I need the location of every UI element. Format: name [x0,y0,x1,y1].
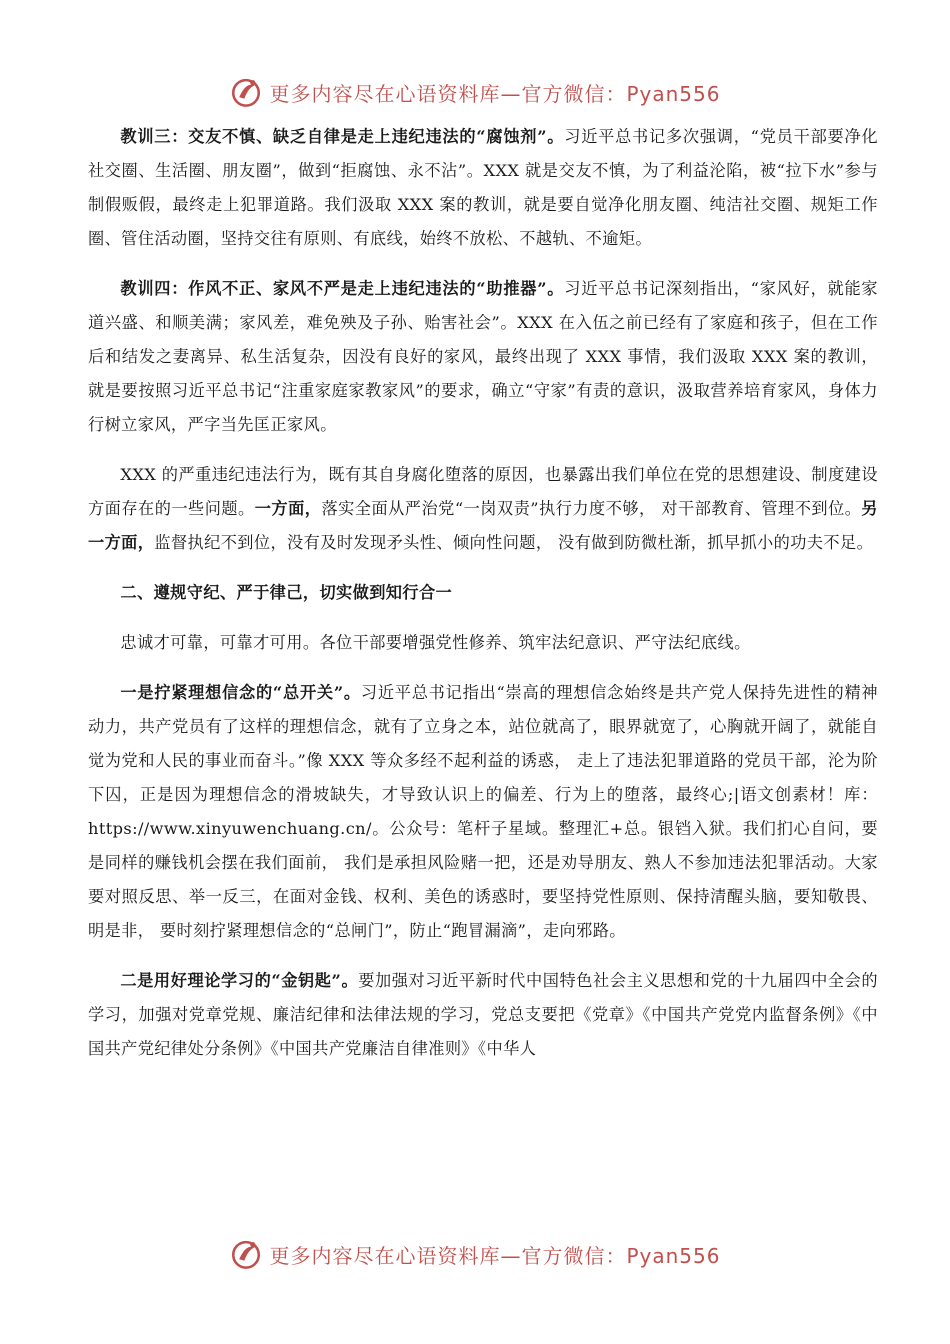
paragraph-point-two [88,964,878,1066]
header-watermark-banner [0,72,950,112]
point-two-text: 要加强对习近平新时代中国特色社会主义思想和党的十九届四中全会的学习，加强对党章党规、廉洁纪律和法律法规的学习，党总支要把《党章》《中国共产党党内监督条例》《中国共产党纪律处分条例》《中国共产党廉洁自律准则》《中华人 [88,971,878,1058]
paragraph-point-one [88,676,878,948]
point-two-heading: 二是用好理论学习的“金钥匙”。 [120,971,359,990]
footer-watermark-banner [0,1234,950,1274]
lesson-three-text: 习近平总书记多次强调，“党员干部要净化社交圈、生活圈、朋友圈”，做到“拒腐蚀、永不沾”。XXX 就是交友不慎，为了利益沦陷，被“拉下水”参与制假贩假，最终走上犯罪道路。我们汲取 XXX 案的教训，就是要自觉净化朋友圈、纯洁社交圈、规矩工作圈、管住活动圈，坚持交往有原则、有底线，始终不放松、不越轨、不逾矩。 [88,127,878,248]
lesson-three-heading: 教训三：交友不慎、缺乏自律是走上违纪违法的“腐蚀剂”。 [120,127,565,146]
banner-text: 更多内容尽在心语资料库—官方微信：Pyan556 [269,1243,721,1268]
problems-second-aspect-label: 另一方面， [88,499,879,552]
point-one-text: 习近平总书记指出“崇高的理想信念始终是共产党人保持先进性的精神动力，共产党员有了这样的理想信念，就有了立身之本，站位就高了，眼界就宽了，心胸就开阔了，就能自觉为党和人民的事业而奋斗。”像 XXX 等众多经不起利益的诱惑， 走上了违法犯罪道路的党员干部，沦为阶下囚，正是因为理想信念的滑坡缺失，才导致认识上的偏差、行为上的堕落，最终心;|语文创素材！库：https://www.xinyuwenchuang.cn/。公众号：笔杆子星域。整理汇+总。银铛入狱。我们扪心自问，要是同样的赚钱机会摆在我们面前， 我们是承担风险赌一把，还是劝导朋友、熟人不参加违法犯罪活动。大家要对照反思、举一反三，在面对金钱、权利、美色的诱惑时，要坚持党性原则、保持清醒头脑，要知敬畏、明是非， 要时刻拧紧理想信念的“总闸门”，防止“跑冒漏滴”，走向邪路。 [88,683,878,940]
problems-second-aspect: 监督执纪不到位，没有及时发现矛头性、倾向性问题， 没有做到防微杜渐，抓早抓小的功夫不足。 [154,533,874,552]
lesson-four-text: 习近平总书记深刻指出，“家风好，就能家道兴盛、和顺美满；家风差，难免殃及子孙、贻害社会”。XXX 在入伍之前已经有了家庭和孩子，但在工作后和结发之妻离异、私生活复杂，因没有良好的家风，最终出现了 XXX 事情，我们汲取 XXX 案的教训，就是要按照习近平总书记“注重家庭家教家风”的要求，确立“守家”有责的意识，汲取营养培育家风，身体力行树立家风，严字当先匡正家风。 [88,279,878,434]
document-body [88,120,878,1082]
lesson-four-heading: 教训四：作风不正、家风不严是走上违纪违法的“助推器”。 [120,279,565,298]
problems-first-aspect-label: 一方面， [254,499,322,518]
paragraph-loyalty: 忠诚才可靠，可靠才可用。各位干部要增强党性修养、筑牢法纪意识、严守法纪底线。 [120,633,751,652]
problems-first-aspect: 落实全面从严治党“一岗双责”执行力度不够， 对干部教育、管理不到位。 [321,499,862,518]
point-one-heading: 一是拧紧理想信念的“总开关”。 [120,683,361,702]
paragraph-lesson-four [88,272,878,442]
paragraph-problems [88,458,878,560]
banner-text: 更多内容尽在心语资料库—官方微信：Pyan556 [269,81,721,106]
brand-logo-icon [229,75,263,109]
section-heading-two: 二、遵规守纪、严于律己，切实做到知行合一 [120,583,453,602]
brand-logo-icon [229,1237,263,1271]
paragraph-lesson-three [88,120,878,256]
problems-intro: XXX 的严重违纪违法行为，既有其自身腐化堕落的原因，也暴露出我们单位在党的思想建设、制度建设方面存在的一些问题。 [88,465,878,518]
